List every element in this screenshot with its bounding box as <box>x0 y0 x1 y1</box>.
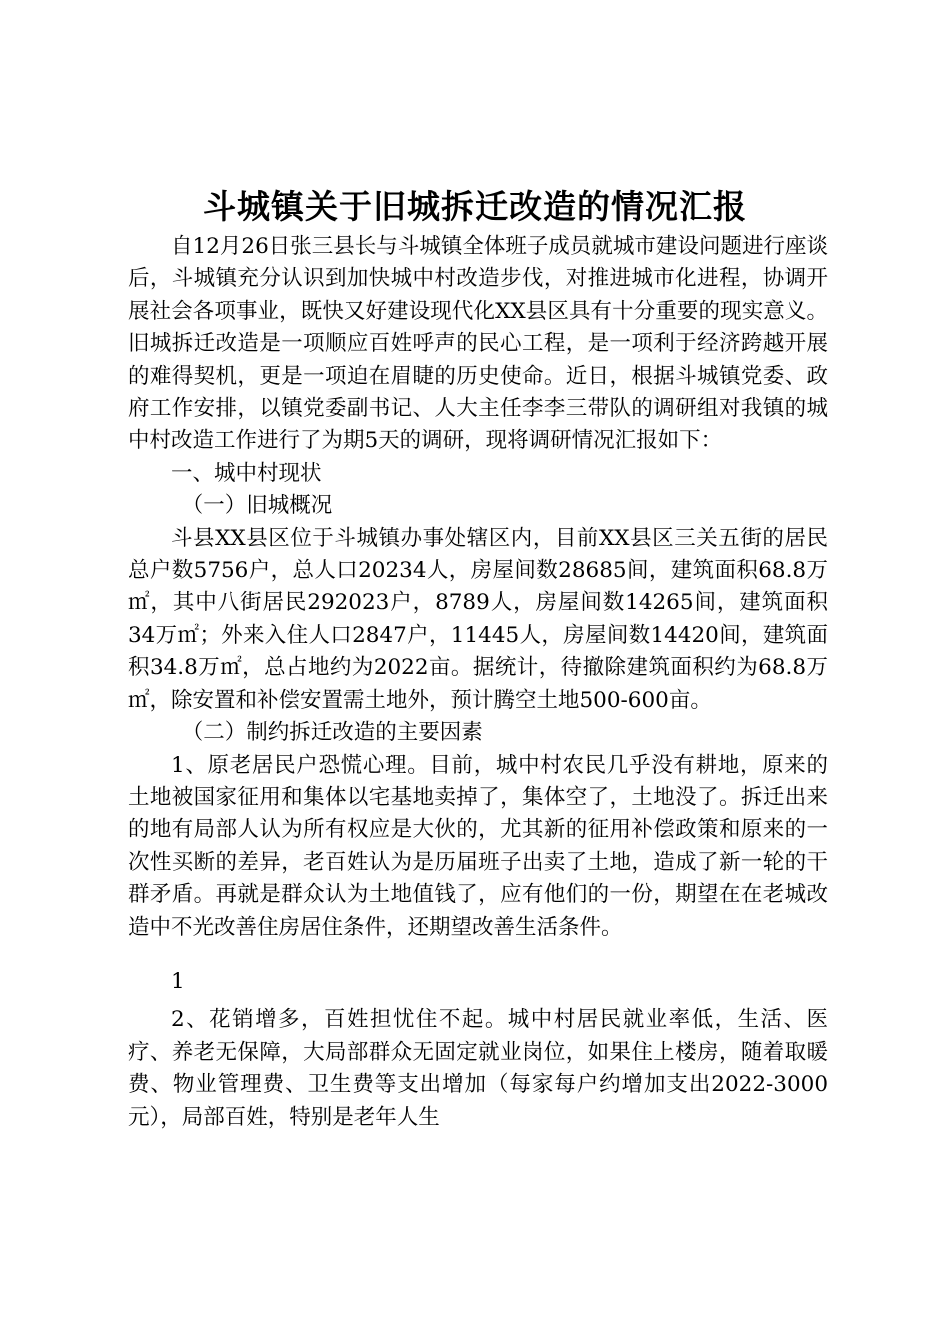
document-body <box>128 231 828 1134</box>
factor-1-paragraph: 1、原老居民户恐慌心理。目前，城中村农民几乎没有耕地，原来的土地被国家征用和集体以宅基地卖掉了，集体空了，土地没了。拆迁出来的地有局部人认为所有权应是大伙的，尤其新的征用补偿政策和原来的一次性买断的差异，老百姓认为是历届班子出卖了土地，造成了新一轮的干群矛盾。再就是群众认为土地值钱了，应有他们的一份，期望在在老城改造中不光改善住房居住条件，还期望改善生活条件。 <box>128 752 828 940</box>
intro-paragraph: 自12月26日张三县长与斗城镇全体班子成员就城市建设问题进行座谈后，斗城镇充分认识到加快城中村改造步伐，对推进城市化进程，协调开展社会各项事业，既快又好建设现代化XX县区具有十分重要的现实意义。旧城拆迁改造是一项顺应百姓呼声的民心工程，是一项利于经济跨越开展的难得契机，更是一项迫在眉睫的历史使命。近日，根据斗城镇党委、政府工作安排，以镇党委副书记、人大主任李李三带队的调研组对我镇的城中村改造工作进行了为期5天的调研，现将调研情况汇报如下： <box>128 234 828 454</box>
subsection-heading-old-city-overview: （一）旧城概况 <box>181 493 333 519</box>
subsection-heading-main-factors: （二）制约拆迁改造的主要因素 <box>181 720 483 746</box>
page-number: 1 <box>171 968 185 994</box>
factor-2-paragraph: 2、花销增多，百姓担忧住不起。城中村居民就业率低，生活、医疗、养老无保障，大局部群众无固定就业岗位，如果住上楼房，随着取暖费、物业管理费、卫生费等支出增加（每家每户约增加支出2022-3000元），局部百姓，特别是老年人生 <box>128 1007 828 1130</box>
section-heading-current-status: 一、城中村现状 <box>171 460 322 486</box>
overview-paragraph: 斗县XX县区位于斗城镇办事处辖区内，目前XX县区三关五街的居民总户数5756户，总人口20234人，房屋间数28685间，建筑面积68.8万㎡，其中八街居民292023户，8789人，房屋间数14265间，建筑面积34万㎡；外来入住人口2847户，11445人，房屋间数14420间，建筑面积34.8万㎡，总占地约为2022亩。据统计，待撤除建筑面积约为68.8万㎡，除安置和补偿安置需土地外，预计腾空土地500-600亩。 <box>128 525 828 713</box>
document-title: 斗城镇关于旧城拆迁改造的情况汇报 <box>203 187 747 226</box>
